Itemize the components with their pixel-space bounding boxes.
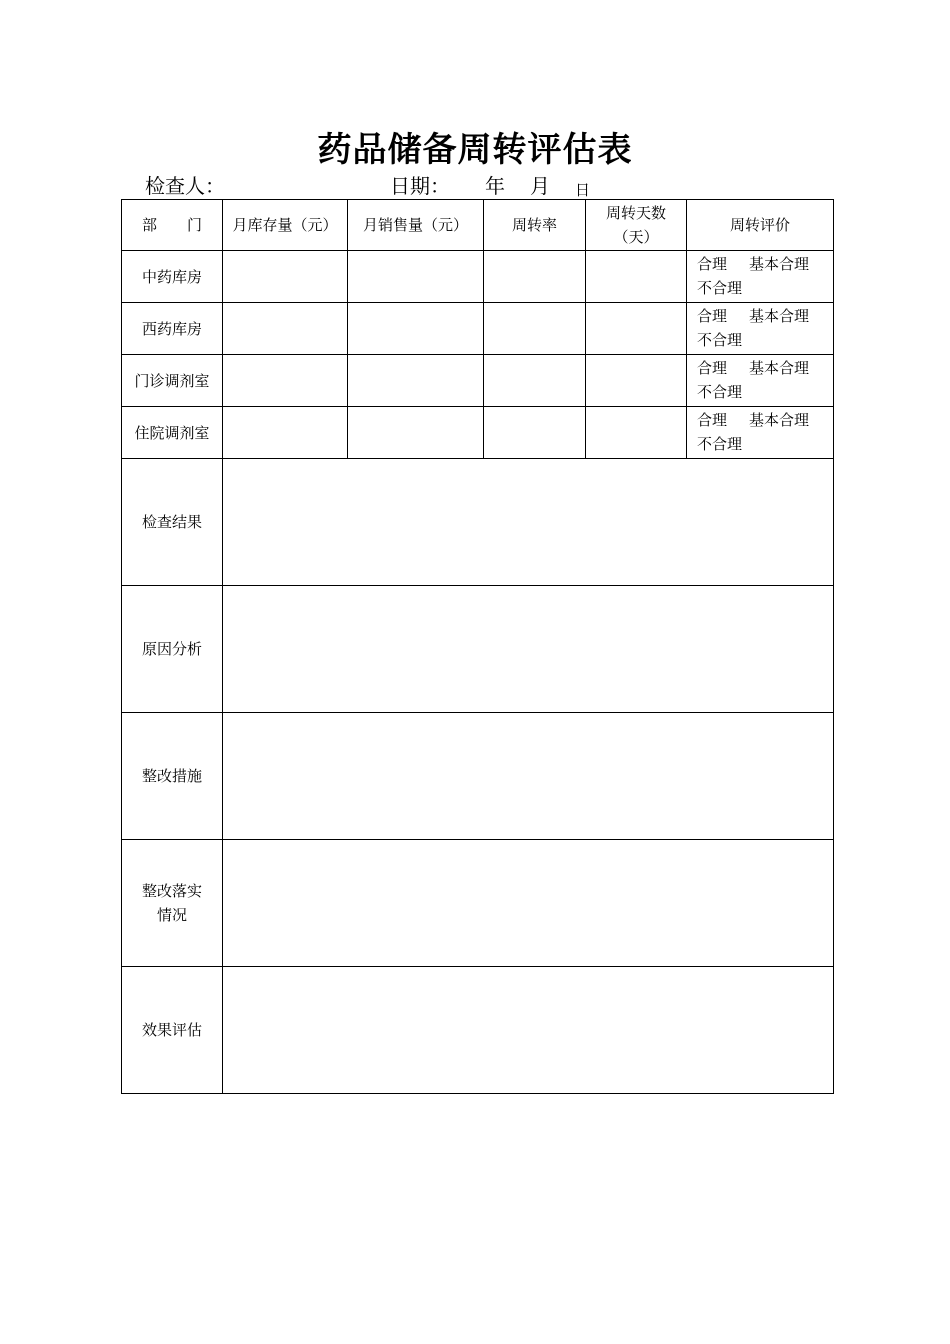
option-unreasonable: 不合理 <box>697 331 743 349</box>
monthly-stock-cell[interactable] <box>223 407 348 459</box>
section-label-cause-analysis: 原因分析 <box>122 586 223 713</box>
header-turnover-days: 周转天数（天） <box>586 200 687 251</box>
date-month-label: 月 <box>530 174 550 198</box>
monthly-stock-cell[interactable] <box>223 303 348 355</box>
evaluation-table <box>121 199 834 1094</box>
page-title: 药品储备周转评估表 <box>317 130 633 170</box>
table-header-row <box>122 200 834 251</box>
section-input-inspection-result[interactable] <box>223 459 834 586</box>
date-day-label: 日 <box>575 181 591 199</box>
option-basically-reasonable: 基本合理 <box>749 411 810 429</box>
turnover-days-cell[interactable] <box>586 303 687 355</box>
section-row <box>122 713 834 840</box>
evaluation-cell[interactable] <box>687 251 834 303</box>
option-unreasonable: 不合理 <box>697 279 743 297</box>
section-input-cause-analysis[interactable] <box>223 586 834 713</box>
table-row <box>122 251 834 303</box>
department-name: 西药库房 <box>122 303 223 355</box>
monthly-sales-cell[interactable] <box>348 251 484 303</box>
turnover-rate-cell[interactable] <box>484 251 586 303</box>
section-label-implementation-status: 整改落实情况 <box>122 840 223 967</box>
section-row <box>122 840 834 967</box>
option-unreasonable: 不合理 <box>697 383 743 401</box>
option-basically-reasonable: 基本合理 <box>749 255 810 273</box>
monthly-stock-cell[interactable] <box>223 251 348 303</box>
section-row <box>122 586 834 713</box>
section-label-effect-evaluation: 效果评估 <box>122 967 223 1094</box>
header-department: 部 门 <box>122 200 223 251</box>
monthly-stock-cell[interactable] <box>223 355 348 407</box>
turnover-days-cell[interactable] <box>586 355 687 407</box>
monthly-sales-cell[interactable] <box>348 407 484 459</box>
turnover-rate-cell[interactable] <box>484 355 586 407</box>
header-monthly-stock: 月库存量（元） <box>223 200 348 251</box>
monthly-sales-cell[interactable] <box>348 303 484 355</box>
monthly-sales-cell[interactable] <box>348 355 484 407</box>
header-turnover-rate: 周转率 <box>484 200 586 251</box>
table-row <box>122 303 834 355</box>
section-label-inspection-result: 检查结果 <box>122 459 223 586</box>
date-year-label: 年 <box>485 174 505 198</box>
evaluation-cell[interactable] <box>687 407 834 459</box>
department-name: 住院调剂室 <box>122 407 223 459</box>
turnover-rate-cell[interactable] <box>484 407 586 459</box>
department-name: 中药库房 <box>122 251 223 303</box>
turnover-days-cell[interactable] <box>586 251 687 303</box>
header-turnover-evaluation: 周转评价 <box>687 200 834 251</box>
turnover-rate-cell[interactable] <box>484 303 586 355</box>
table-row <box>122 407 834 459</box>
inspector-label: 检查人： <box>145 174 225 198</box>
option-reasonable: 合理 <box>697 307 728 325</box>
date-label: 日期： <box>390 174 450 198</box>
table-row <box>122 355 834 407</box>
section-row <box>122 459 834 586</box>
header-monthly-sales: 月销售量（元） <box>348 200 484 251</box>
evaluation-cell[interactable] <box>687 355 834 407</box>
evaluation-cell[interactable] <box>687 303 834 355</box>
option-reasonable: 合理 <box>697 411 728 429</box>
option-reasonable: 合理 <box>697 255 728 273</box>
option-basically-reasonable: 基本合理 <box>749 307 810 325</box>
department-name: 门诊调剂室 <box>122 355 223 407</box>
section-input-implementation-status[interactable] <box>223 840 834 967</box>
section-input-effect-evaluation[interactable] <box>223 967 834 1094</box>
section-input-rectification-measures[interactable] <box>223 713 834 840</box>
option-basically-reasonable: 基本合理 <box>749 359 810 377</box>
option-unreasonable: 不合理 <box>697 435 743 453</box>
section-label-rectification-measures: 整改措施 <box>122 713 223 840</box>
turnover-days-cell[interactable] <box>586 407 687 459</box>
section-row <box>122 967 834 1094</box>
option-reasonable: 合理 <box>697 359 728 377</box>
